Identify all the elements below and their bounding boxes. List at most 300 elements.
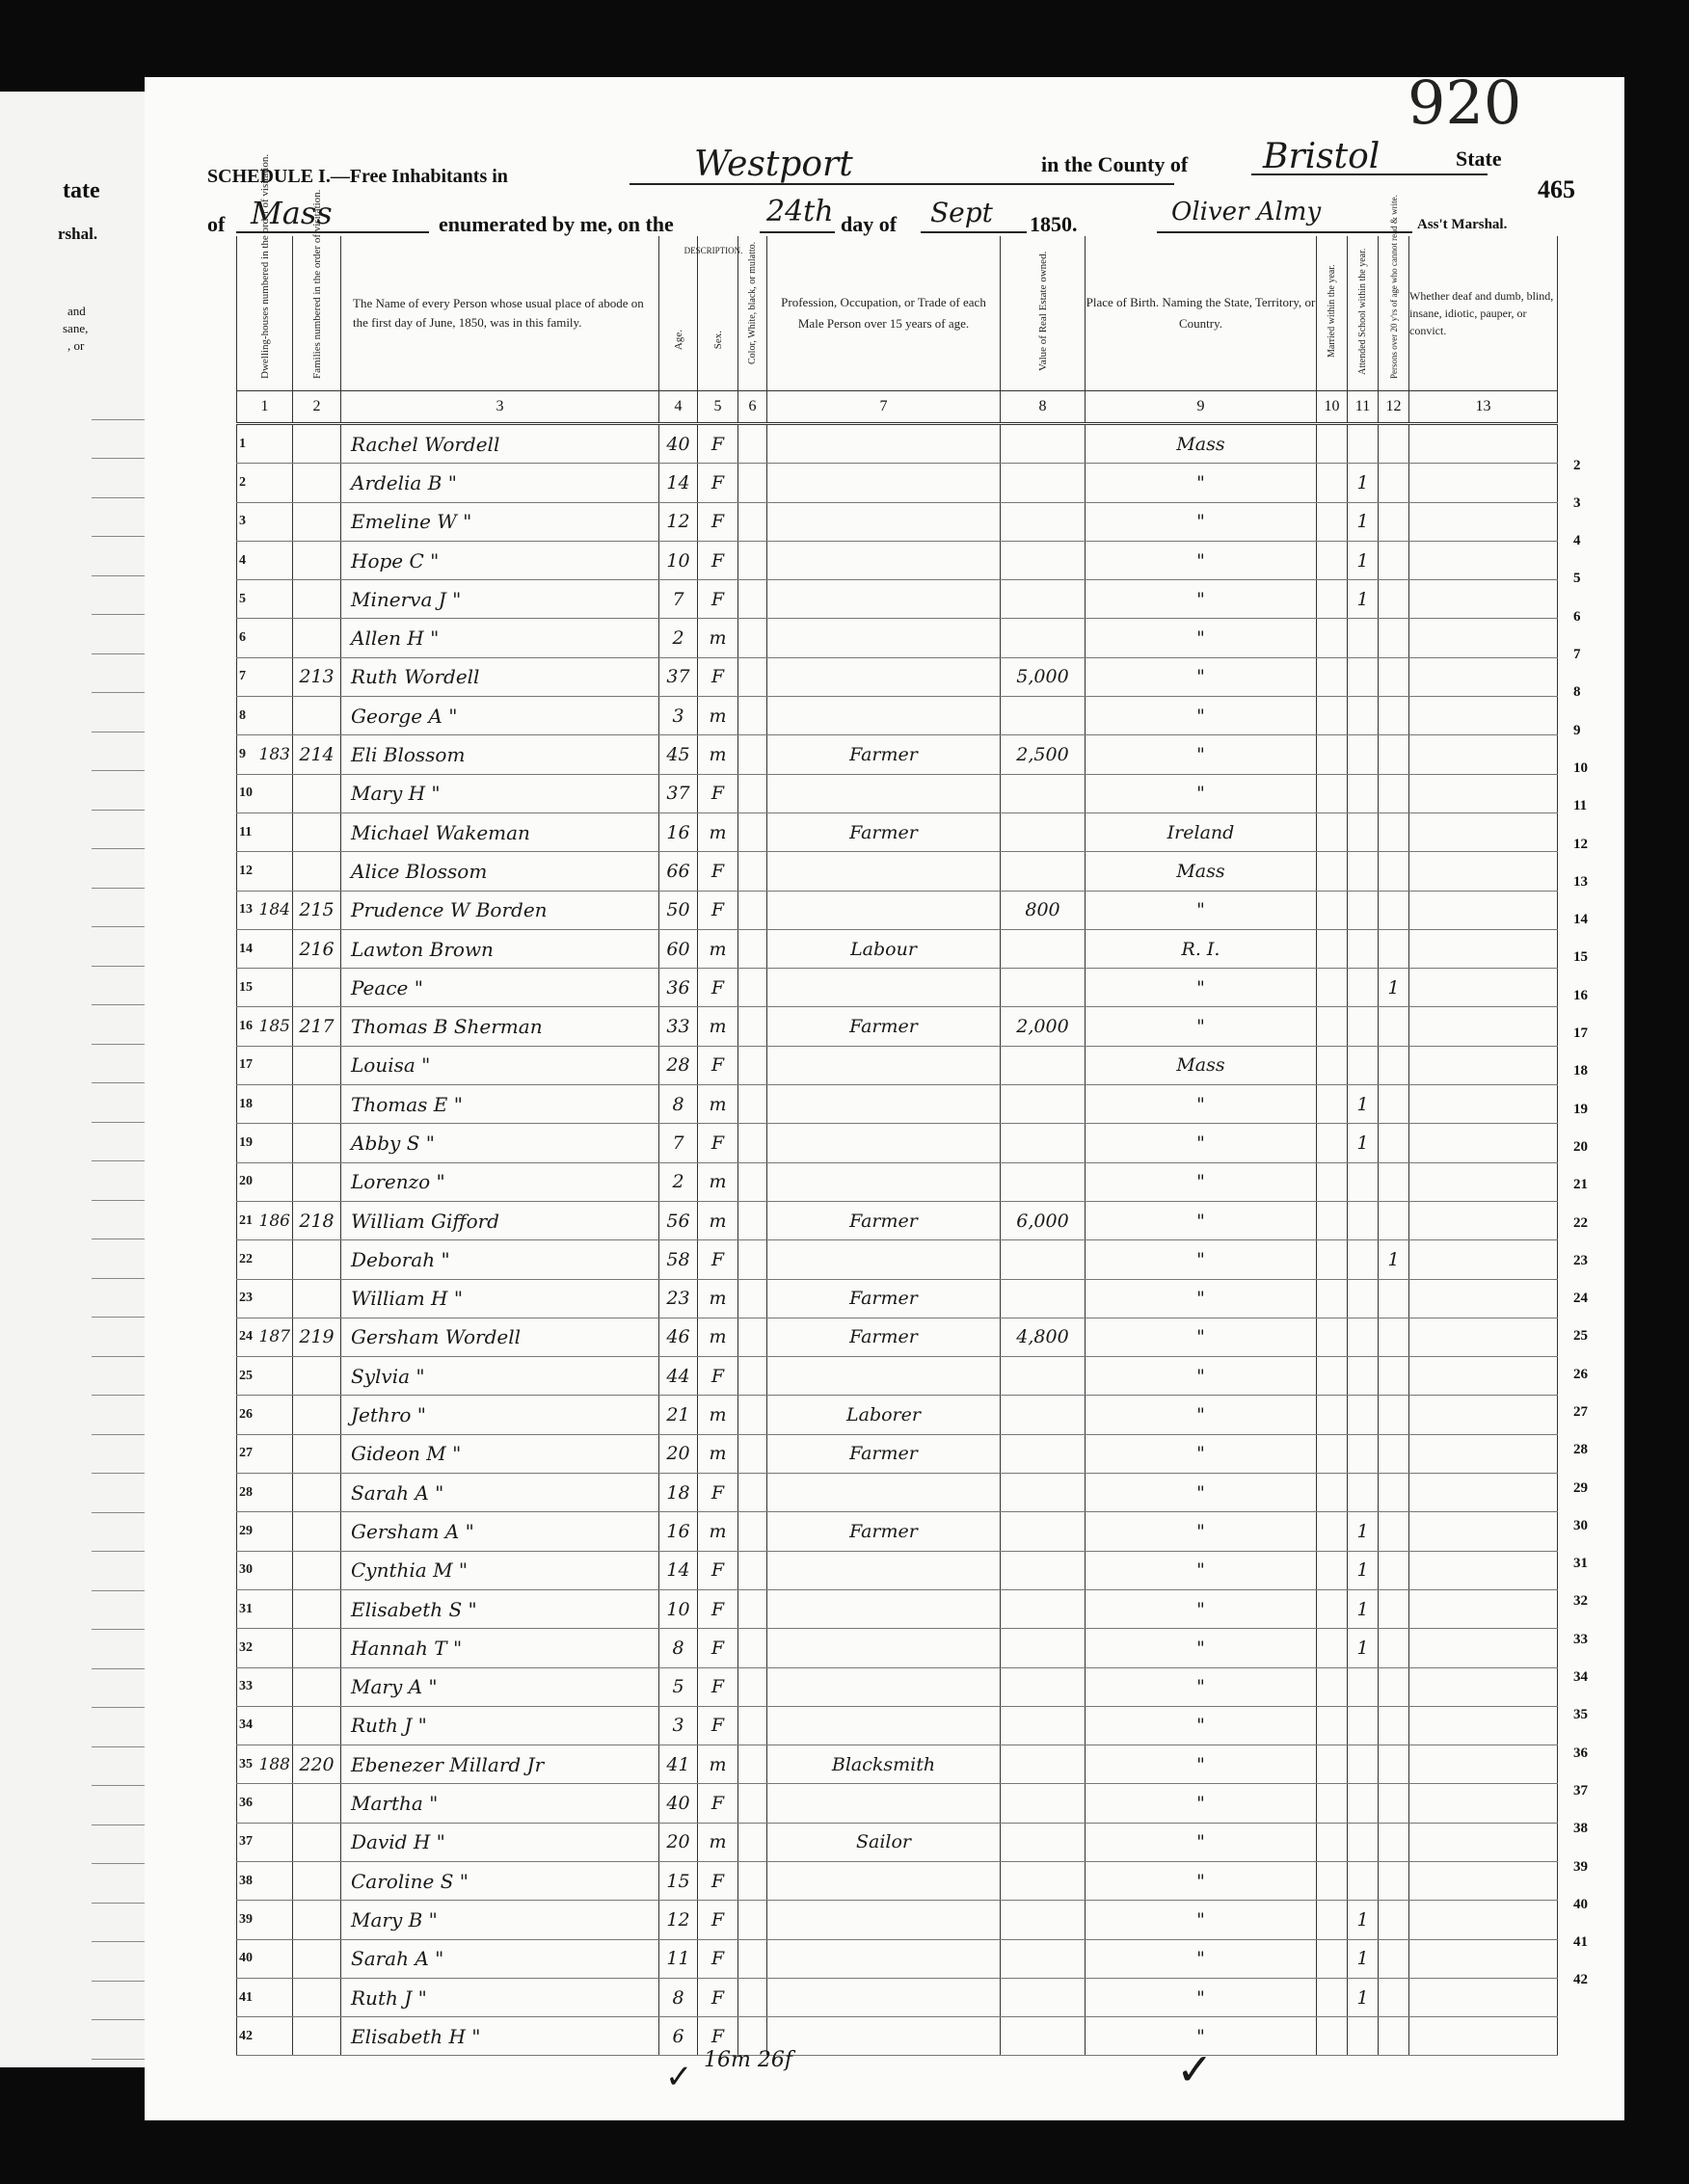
condition-cell — [1409, 1667, 1558, 1706]
line-number: 41 — [239, 1989, 253, 2005]
school-cell — [1348, 619, 1379, 657]
illiterate-cell — [1379, 464, 1409, 502]
real-estate-value — [1001, 541, 1086, 579]
color-cell — [738, 1551, 767, 1589]
school-cell — [1348, 1823, 1379, 1861]
real-estate-value: 2,000 — [1001, 1007, 1086, 1046]
line-number: 24 — [239, 1329, 253, 1345]
birthplace-cell: " — [1086, 1861, 1317, 1900]
day-underline — [760, 231, 835, 233]
column-header: Attended School within the year. — [1348, 236, 1379, 391]
condition-cell — [1409, 1124, 1558, 1162]
condition-cell — [1409, 502, 1558, 541]
condition-cell — [1409, 697, 1558, 735]
right-line-number-label: 23 — [1573, 1252, 1588, 1268]
occupation-cell: Labour — [767, 929, 1001, 968]
right-line-number — [1562, 1618, 1620, 1656]
age-cell: 45 — [659, 735, 698, 774]
color-cell — [738, 1240, 767, 1279]
occupation-cell — [767, 1978, 1001, 2016]
color-cell — [738, 1279, 767, 1318]
right-line-number — [1562, 671, 1620, 708]
illiterate-cell — [1379, 697, 1409, 735]
county-value: Bristol — [1263, 137, 1381, 176]
line-number: 16 — [239, 1019, 253, 1034]
age-cell: 12 — [659, 1901, 698, 1939]
age-cell: 14 — [659, 1551, 698, 1589]
person-name: Elisabeth H " — [341, 2017, 659, 2056]
person-name: Ruth Wordell — [341, 657, 659, 696]
right-line-number-label: 42 — [1573, 1972, 1588, 1988]
fragment-rule — [92, 732, 145, 772]
fragment-rule — [92, 1201, 145, 1240]
fragment-rule — [92, 1161, 145, 1201]
color-cell — [738, 1434, 767, 1473]
right-line-number — [1562, 1770, 1620, 1807]
occupation-cell — [767, 2017, 1001, 2056]
school-cell — [1348, 1007, 1379, 1046]
occupation-cell — [767, 1667, 1001, 1706]
right-line-number — [1562, 519, 1620, 557]
right-line-number-label: 10 — [1573, 759, 1588, 776]
right-line-number — [1562, 936, 1620, 973]
row-line-number — [237, 697, 293, 735]
person-name: Hannah T " — [341, 1629, 659, 1667]
birthplace-cell: R. I. — [1086, 929, 1317, 968]
illiterate-cell — [1379, 735, 1409, 774]
line-number: 39 — [239, 1911, 253, 1927]
married-cell — [1317, 1745, 1348, 1784]
color-cell — [738, 502, 767, 541]
row-line-number — [237, 1861, 293, 1900]
birthplace-cell: " — [1086, 1667, 1317, 1706]
real-estate-value — [1001, 2017, 1086, 2056]
illiterate-cell — [1379, 1201, 1409, 1239]
sex-cell: m — [698, 929, 738, 968]
married-cell — [1317, 1162, 1348, 1201]
line-number: 29 — [239, 1523, 253, 1538]
line-number: 18 — [239, 1096, 253, 1111]
row-line-number — [237, 1745, 293, 1784]
table-row — [237, 969, 1558, 1007]
age-cell: 15 — [659, 1861, 698, 1900]
fragment-rule — [92, 967, 145, 1006]
row-line-number — [237, 735, 293, 774]
right-line-number — [1562, 861, 1620, 898]
sex-cell: F — [698, 1240, 738, 1279]
condition-cell — [1409, 891, 1558, 929]
married-cell — [1317, 891, 1348, 929]
school-cell — [1348, 1046, 1379, 1084]
occupation-cell — [767, 1706, 1001, 1745]
color-cell — [738, 1512, 767, 1551]
person-name: Mary A " — [341, 1667, 659, 1706]
family-number — [293, 1474, 341, 1512]
family-number — [293, 580, 341, 619]
person-name: Abby S " — [341, 1124, 659, 1162]
age-cell: 5 — [659, 1667, 698, 1706]
row-line-number — [237, 1512, 293, 1551]
birthplace-cell: " — [1086, 1474, 1317, 1512]
illiterate-cell — [1379, 812, 1409, 851]
school-cell — [1348, 774, 1379, 812]
married-cell — [1317, 619, 1348, 657]
column-header: Value of Real Estate owned. — [1001, 236, 1086, 391]
real-estate-value — [1001, 1978, 1086, 2016]
sex-cell: m — [698, 697, 738, 735]
real-estate-value: 2,500 — [1001, 735, 1086, 774]
married-cell — [1317, 929, 1348, 968]
sex-cell: m — [698, 1434, 738, 1473]
month-value: Sept — [930, 197, 993, 228]
fragment-rule — [92, 1123, 145, 1162]
family-number: 220 — [293, 1745, 341, 1784]
real-estate-value — [1001, 619, 1086, 657]
dwelling-number: 183 — [258, 745, 290, 765]
age-cell: 16 — [659, 812, 698, 851]
color-cell — [738, 1396, 767, 1434]
school-cell: 1 — [1348, 1124, 1379, 1162]
married-cell — [1317, 580, 1348, 619]
family-number — [293, 697, 341, 735]
birthplace-cell: " — [1086, 657, 1317, 696]
school-cell: 1 — [1348, 464, 1379, 502]
condition-cell — [1409, 1512, 1558, 1551]
right-line-number-label: 36 — [1573, 1745, 1588, 1761]
occupation-cell: Sailor — [767, 1823, 1001, 1861]
person-name: Gideon M " — [341, 1434, 659, 1473]
table-row — [237, 2017, 1558, 2056]
condition-cell — [1409, 1279, 1558, 1318]
right-line-number-label: 38 — [1573, 1821, 1588, 1837]
line-number: 37 — [239, 1834, 253, 1850]
line-number: 19 — [239, 1134, 253, 1150]
married-cell — [1317, 1784, 1348, 1823]
school-cell: 1 — [1348, 1512, 1379, 1551]
occupation-cell — [767, 891, 1001, 929]
row-line-number — [237, 1201, 293, 1239]
fragment-ruled-lines — [92, 381, 145, 2038]
family-number — [293, 1046, 341, 1084]
fragment-rule — [92, 1083, 145, 1123]
right-line-number-label: 34 — [1573, 1669, 1588, 1686]
fragment-text: sane, — [63, 321, 89, 335]
day-of-label: day of — [841, 212, 898, 236]
right-line-number-label: 31 — [1573, 1556, 1588, 1572]
person-name: Rachel Wordell — [341, 424, 659, 464]
age-cell: 16 — [659, 1512, 698, 1551]
person-name: Caroline S " — [341, 1861, 659, 1900]
color-cell — [738, 929, 767, 968]
family-number: 219 — [293, 1318, 341, 1356]
age-cell: 58 — [659, 1240, 698, 1279]
fragment-rule — [92, 693, 145, 732]
right-line-number-label: 17 — [1573, 1025, 1588, 1042]
table-row — [237, 1279, 1558, 1318]
occupation-cell: Blacksmith — [767, 1745, 1001, 1784]
sex-cell: F — [698, 1939, 738, 1978]
sex-cell: m — [698, 1823, 738, 1861]
fragment-rule — [92, 1942, 145, 1982]
line-number: 34 — [239, 1718, 253, 1733]
line-number: 7 — [239, 669, 246, 684]
married-cell — [1317, 424, 1348, 464]
school-cell — [1348, 1745, 1379, 1784]
sex-cell: F — [698, 1474, 738, 1512]
school-cell — [1348, 891, 1379, 929]
occupation-cell — [767, 852, 1001, 891]
occupation-cell — [767, 1551, 1001, 1589]
table-row — [237, 1434, 1558, 1473]
age-cell: 20 — [659, 1823, 698, 1861]
tick-mark: ✓ — [1176, 2043, 1214, 2095]
column-number: 9 — [1086, 391, 1317, 424]
person-name: Michael Wakeman — [341, 812, 659, 851]
table-row — [237, 1512, 1558, 1551]
line-number: 40 — [239, 1951, 253, 1966]
condition-cell — [1409, 619, 1558, 657]
line-number: 10 — [239, 786, 253, 801]
illiterate-cell — [1379, 852, 1409, 891]
family-number — [293, 969, 341, 1007]
family-number — [293, 1939, 341, 1978]
person-name: Eli Blossom — [341, 735, 659, 774]
birthplace-cell: " — [1086, 1085, 1317, 1124]
birthplace-cell: " — [1086, 891, 1317, 929]
table-row — [237, 1861, 1558, 1900]
married-cell — [1317, 1823, 1348, 1861]
birthplace-cell: Mass — [1086, 852, 1317, 891]
line-number: 3 — [239, 514, 246, 529]
occupation-cell — [767, 502, 1001, 541]
row-line-number — [237, 1162, 293, 1201]
real-estate-value — [1001, 1861, 1086, 1900]
condition-cell — [1409, 464, 1558, 502]
fragment-rule — [92, 1747, 145, 1787]
real-estate-value — [1001, 1706, 1086, 1745]
person-name: Gersham Wordell — [341, 1318, 659, 1356]
column-header: Persons over 20 y'rs of age who cannot read & write. — [1379, 236, 1409, 391]
right-line-number-label: 33 — [1573, 1631, 1588, 1647]
age-cell: 56 — [659, 1201, 698, 1239]
real-estate-value — [1001, 1784, 1086, 1823]
row-line-number — [237, 1474, 293, 1512]
table-row — [237, 1706, 1558, 1745]
fragment-rule — [92, 654, 145, 694]
line-number: 23 — [239, 1291, 253, 1306]
illiterate-cell — [1379, 1007, 1409, 1046]
illiterate-cell — [1379, 1706, 1409, 1745]
column-number: 10 — [1317, 391, 1348, 424]
column-header: DESCRIPTION. Age. — [659, 236, 698, 391]
married-cell — [1317, 657, 1348, 696]
column-header: Married within the year. — [1317, 236, 1348, 391]
illiterate-cell — [1379, 1784, 1409, 1823]
sex-cell: F — [698, 424, 738, 464]
age-cell: 44 — [659, 1357, 698, 1396]
school-cell — [1348, 1240, 1379, 1279]
right-line-number-label: 28 — [1573, 1442, 1588, 1458]
illiterate-cell — [1379, 1434, 1409, 1473]
sex-cell: m — [698, 812, 738, 851]
condition-cell — [1409, 1551, 1558, 1589]
school-cell: 1 — [1348, 502, 1379, 541]
color-cell — [738, 1861, 767, 1900]
condition-cell — [1409, 1007, 1558, 1046]
illiterate-cell — [1379, 1939, 1409, 1978]
fragment-rule — [92, 420, 145, 460]
right-line-number-label: 39 — [1573, 1858, 1588, 1875]
table-row — [237, 1474, 1558, 1512]
table-row — [237, 424, 1558, 464]
row-line-number — [237, 424, 293, 464]
age-cell: 18 — [659, 1474, 698, 1512]
condition-cell — [1409, 1823, 1558, 1861]
condition-cell — [1409, 1434, 1558, 1473]
age-cell: 41 — [659, 1745, 698, 1784]
school-cell — [1348, 1784, 1379, 1823]
row-line-number — [237, 502, 293, 541]
real-estate-value — [1001, 1901, 1086, 1939]
line-number: 26 — [239, 1407, 253, 1423]
condition-cell — [1409, 1784, 1558, 1823]
condition-cell — [1409, 774, 1558, 812]
sex-cell: F — [698, 969, 738, 1007]
right-line-number — [1562, 557, 1620, 595]
age-cell: 36 — [659, 969, 698, 1007]
fragment-text: tate — [63, 178, 100, 203]
person-name: Ebenezer Millard Jr — [341, 1745, 659, 1784]
right-line-number-label: 9 — [1573, 722, 1581, 738]
person-name: Alice Blossom — [341, 852, 659, 891]
table-row — [237, 1551, 1558, 1589]
table-row — [237, 1240, 1558, 1279]
line-number: 13 — [239, 902, 253, 918]
illiterate-cell — [1379, 1901, 1409, 1939]
family-number — [293, 1823, 341, 1861]
school-cell — [1348, 1162, 1379, 1201]
real-estate-value — [1001, 697, 1086, 735]
condition-cell — [1409, 1085, 1558, 1124]
right-line-number-label: 24 — [1573, 1291, 1588, 1307]
school-cell — [1348, 929, 1379, 968]
line-number: 32 — [239, 1639, 253, 1655]
right-line-number — [1562, 1202, 1620, 1239]
condition-cell — [1409, 1978, 1558, 2016]
age-cell: 7 — [659, 1124, 698, 1162]
illiterate-cell — [1379, 1823, 1409, 1861]
family-number: 214 — [293, 735, 341, 774]
married-cell — [1317, 1318, 1348, 1356]
age-cell: 60 — [659, 929, 698, 968]
right-line-number-label: 40 — [1573, 1896, 1588, 1912]
right-line-number-label: 20 — [1573, 1138, 1588, 1155]
right-line-number — [1562, 709, 1620, 747]
table-row — [237, 697, 1558, 735]
right-line-number — [1562, 633, 1620, 671]
color-cell — [738, 1978, 767, 2016]
line-number: 22 — [239, 1251, 253, 1266]
married-cell — [1317, 1007, 1348, 1046]
illiterate-cell — [1379, 1667, 1409, 1706]
condition-cell — [1409, 1396, 1558, 1434]
table-row — [237, 1745, 1558, 1784]
sex-cell: F — [698, 1861, 738, 1900]
family-number — [293, 1978, 341, 2016]
birthplace-cell: Mass — [1086, 1046, 1317, 1084]
school-cell: 1 — [1348, 1589, 1379, 1628]
line-number: 6 — [239, 630, 246, 646]
married-cell — [1317, 464, 1348, 502]
row-line-number — [237, 1007, 293, 1046]
color-cell — [738, 1201, 767, 1239]
table-row — [237, 929, 1558, 968]
line-number: 20 — [239, 1174, 253, 1189]
family-number: 217 — [293, 1007, 341, 1046]
color-cell — [738, 774, 767, 812]
fragment-rule — [92, 1435, 145, 1475]
real-estate-value — [1001, 1396, 1086, 1434]
table-row — [237, 1901, 1558, 1939]
color-cell — [738, 1357, 767, 1396]
person-name: Elisabeth S " — [341, 1589, 659, 1628]
age-cell: 37 — [659, 657, 698, 696]
sex-cell: F — [698, 1551, 738, 1589]
right-line-number — [1562, 1693, 1620, 1731]
row-line-number — [237, 1629, 293, 1667]
birthplace-cell: Mass — [1086, 424, 1317, 464]
fragment-rule — [92, 1630, 145, 1669]
row-line-number — [237, 1240, 293, 1279]
right-line-numbers — [1562, 444, 1620, 1997]
line-number: 28 — [239, 1484, 253, 1500]
color-cell — [738, 1784, 767, 1823]
column-header-row — [237, 236, 1558, 391]
right-line-number — [1562, 1088, 1620, 1126]
table-row — [237, 852, 1558, 891]
row-line-number — [237, 1357, 293, 1396]
married-cell — [1317, 735, 1348, 774]
table-row — [237, 541, 1558, 579]
age-cell: 10 — [659, 541, 698, 579]
condition-cell — [1409, 580, 1558, 619]
fragment-rule — [92, 1318, 145, 1357]
right-line-number — [1562, 482, 1620, 519]
condition-cell — [1409, 852, 1558, 891]
occupation-cell — [767, 1474, 1001, 1512]
birthplace-cell: " — [1086, 1318, 1317, 1356]
person-name: Martha " — [341, 1784, 659, 1823]
line-number: 15 — [239, 979, 253, 995]
illiterate-cell — [1379, 1085, 1409, 1124]
right-line-number-label: 18 — [1573, 1063, 1588, 1079]
column-number: 4 — [659, 391, 698, 424]
table-row — [237, 774, 1558, 812]
married-cell — [1317, 697, 1348, 735]
occupation-cell — [767, 1629, 1001, 1667]
occupation-cell — [767, 1240, 1001, 1279]
table-row — [237, 1939, 1558, 1978]
age-cell: 2 — [659, 1162, 698, 1201]
real-estate-value: 4,800 — [1001, 1318, 1086, 1356]
sex-cell: F — [698, 1046, 738, 1084]
color-cell — [738, 891, 767, 929]
color-cell — [738, 464, 767, 502]
color-cell — [738, 1162, 767, 1201]
age-cell: 8 — [659, 1629, 698, 1667]
real-estate-value — [1001, 1240, 1086, 1279]
occupation-cell: Farmer — [767, 735, 1001, 774]
